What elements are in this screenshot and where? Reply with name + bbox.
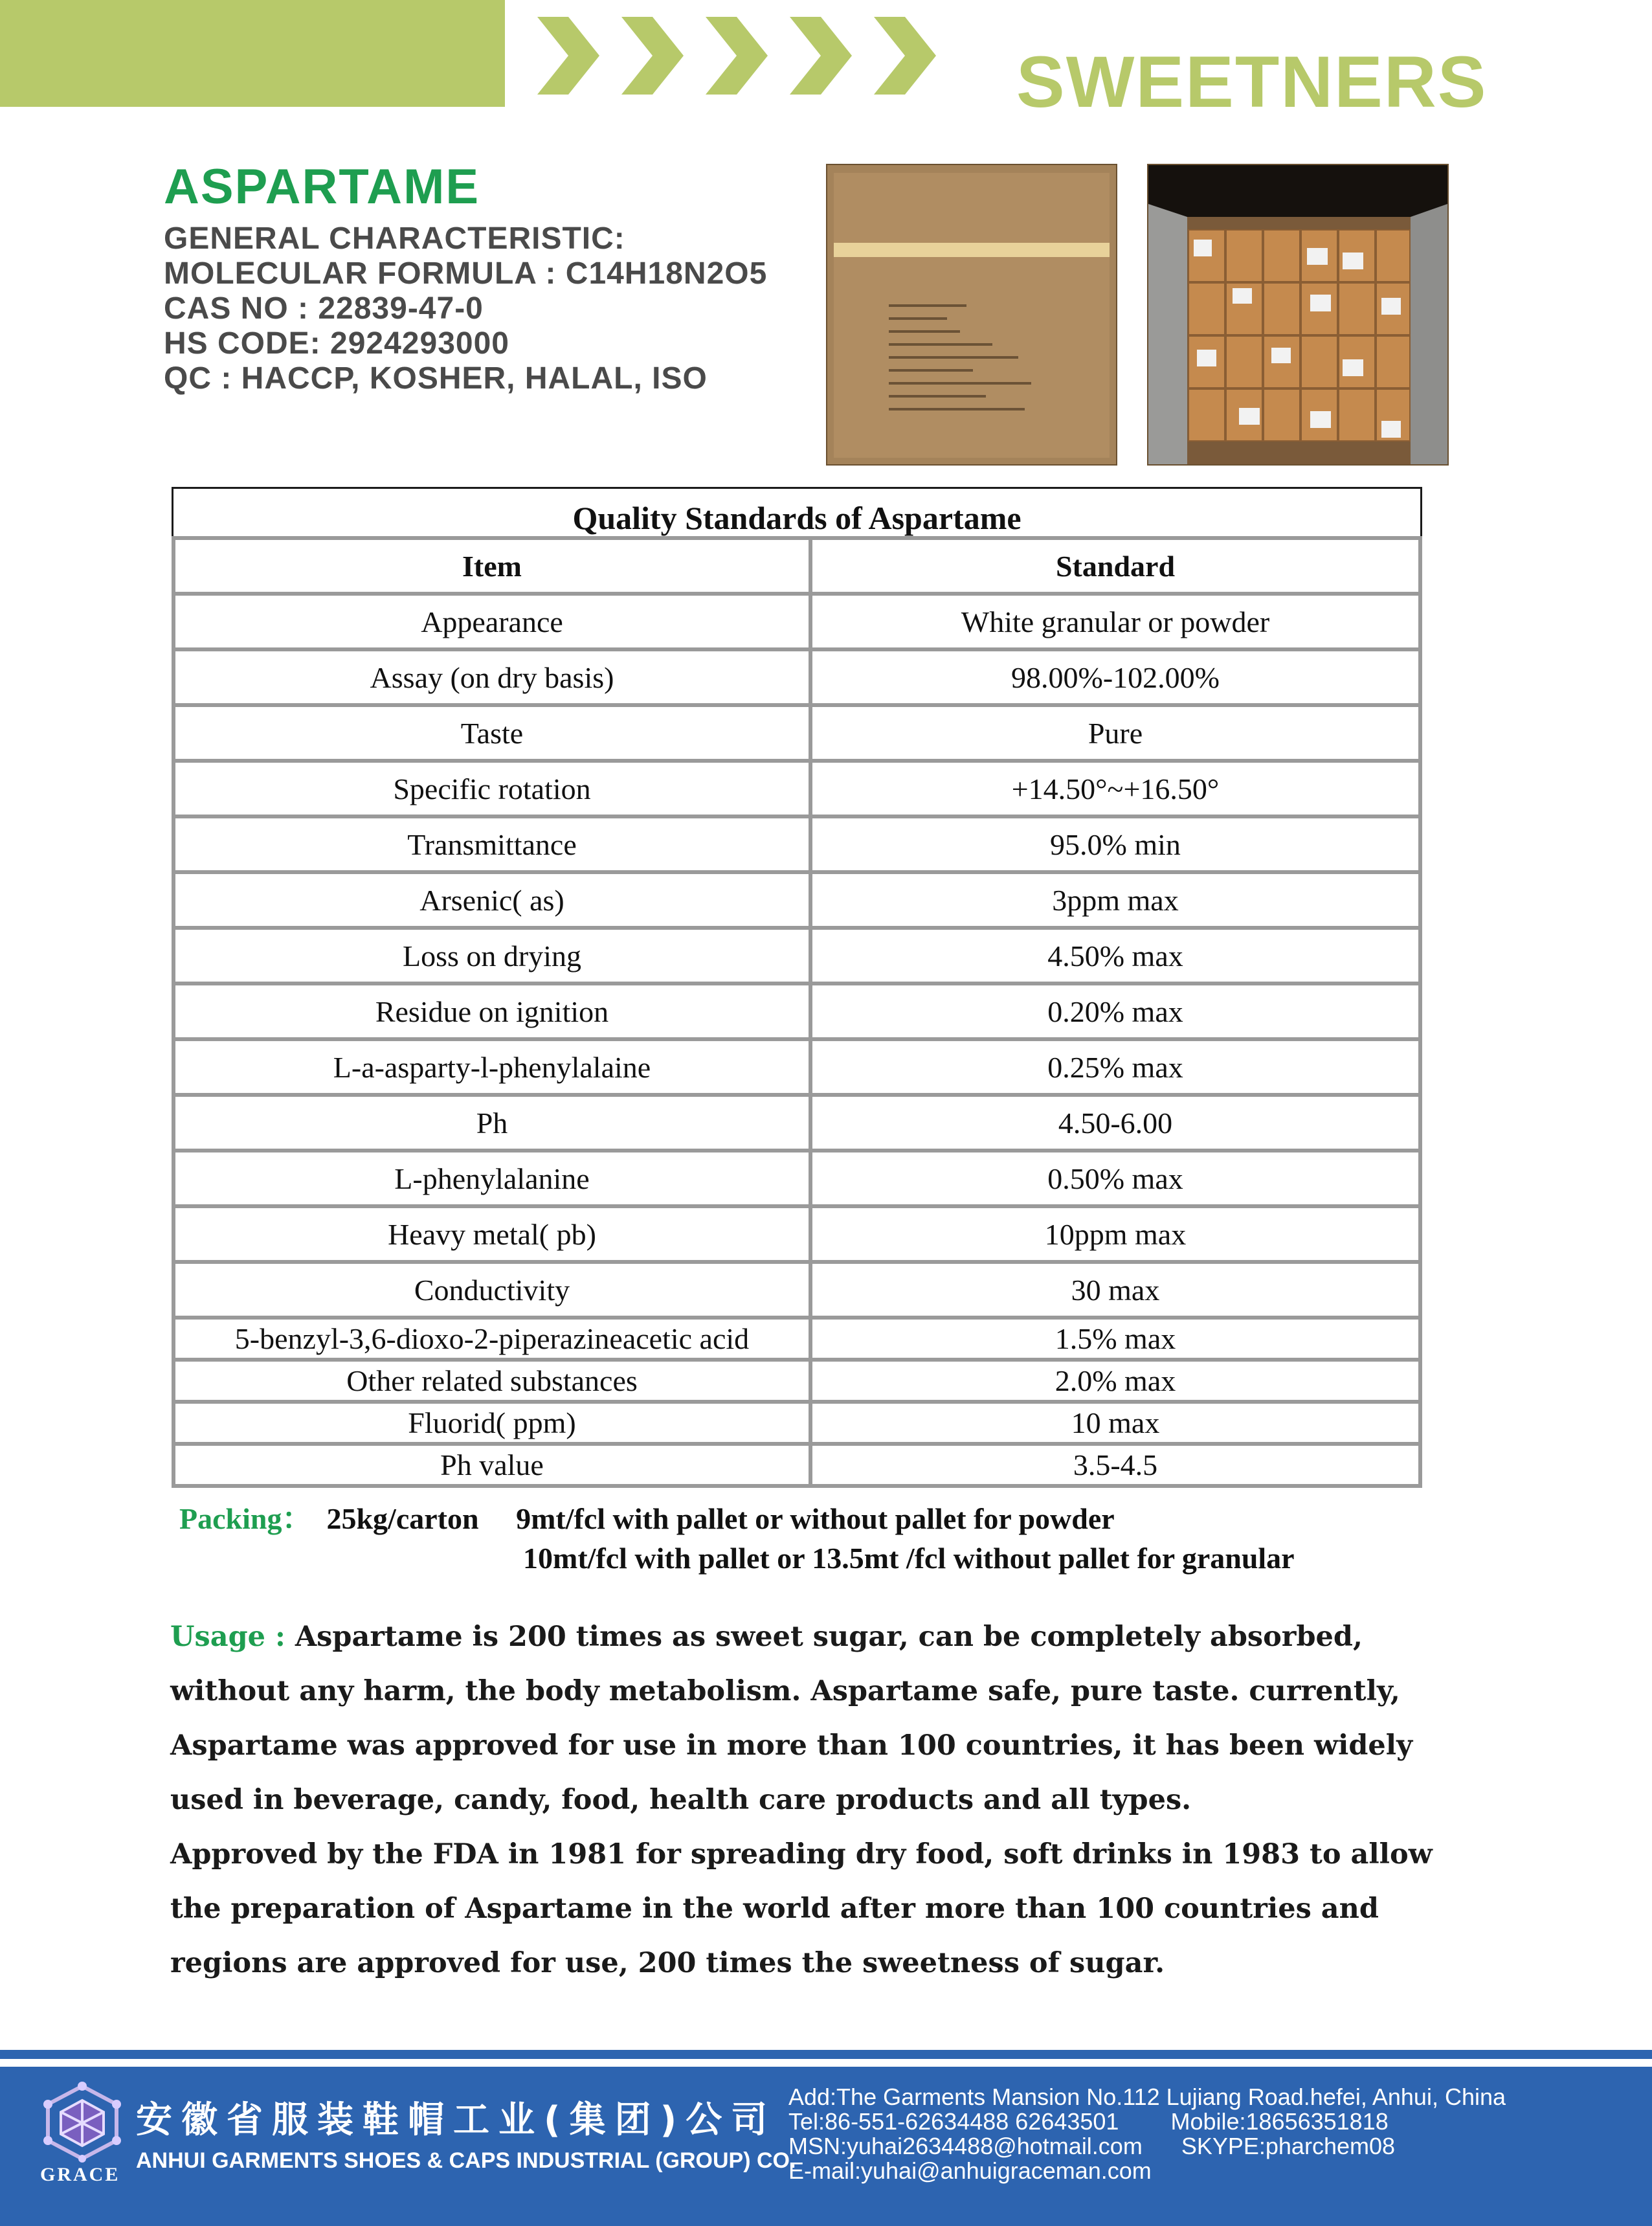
row-standard: 1.5% max bbox=[812, 1320, 1422, 1362]
product-characteristics bbox=[164, 221, 767, 396]
table-row bbox=[172, 1404, 1422, 1446]
contact-info bbox=[788, 2085, 1506, 2183]
table-row bbox=[172, 930, 1422, 985]
msn: MSN:yuhai2634488@hotmail.com bbox=[788, 2133, 1143, 2159]
row-item: Specific rotation bbox=[172, 763, 812, 818]
row-item: Taste bbox=[172, 707, 812, 763]
usage-text-1: Aspartame is 200 times as sweet sugar, can be completely absorbed, without any harm, the body metabolism. Aspartame safe, pure taste. currently, Aspartame was approved for use in more than 100 countries, it has been widely used in beverage, candy, food, health care products and all types. bbox=[170, 1621, 1413, 1816]
chevron-1 bbox=[537, 17, 599, 95]
table-row bbox=[172, 1446, 1422, 1488]
carton-photo bbox=[826, 164, 1117, 466]
row-standard: 10 max bbox=[812, 1404, 1422, 1446]
table-row bbox=[172, 707, 1422, 763]
row-standard: 3ppm max bbox=[812, 874, 1422, 930]
row-standard: 98.00%-102.00% bbox=[812, 651, 1422, 707]
row-standard: 4.50-6.00 bbox=[812, 1097, 1422, 1152]
header-standard: Standard bbox=[812, 536, 1422, 596]
row-standard: 4.50% max bbox=[812, 930, 1422, 985]
header-band bbox=[0, 0, 505, 107]
table-row bbox=[172, 1208, 1422, 1264]
usage-section bbox=[170, 1610, 1491, 1990]
table-row bbox=[172, 763, 1422, 818]
char-line: MOLECULAR FORMULA : C14H18N2O5 bbox=[164, 256, 768, 291]
row-item: Residue on ignition bbox=[172, 985, 812, 1041]
row-standard: White granular or powder bbox=[812, 596, 1422, 651]
row-item: 5-benzyl-3,6-dioxo-2-piperazineacetic acid bbox=[172, 1320, 812, 1362]
row-item: Conductivity bbox=[172, 1264, 812, 1320]
char-line: CAS NO : 22839-47-0 bbox=[164, 291, 484, 326]
company-name-en: ANHUI GARMENTS SHOES & CAPS INDUSTRIAL (GROUP) CO. bbox=[136, 2148, 796, 2173]
row-standard: 10ppm max bbox=[812, 1208, 1422, 1264]
product-name: ASPARTAME bbox=[164, 159, 480, 214]
chevron-arrows bbox=[537, 17, 990, 95]
row-item: Appearance bbox=[172, 596, 812, 651]
logo-text: GRACE bbox=[40, 2164, 120, 2185]
table-row bbox=[172, 985, 1422, 1041]
row-standard: 3.5-4.5 bbox=[812, 1446, 1422, 1488]
row-item: Arsenic( as) bbox=[172, 874, 812, 930]
row-item: Fluorid( ppm) bbox=[172, 1404, 812, 1446]
row-standard: 2.0% max bbox=[812, 1362, 1422, 1404]
table-row bbox=[172, 1152, 1422, 1208]
table-row bbox=[172, 596, 1422, 651]
row-item: Heavy metal( pb) bbox=[172, 1208, 812, 1264]
row-item: L-a-asparty-l-phenylalaine bbox=[172, 1041, 812, 1097]
char-line: QC : HACCP, KOSHER, HALAL, ISO bbox=[164, 361, 708, 396]
table-row bbox=[172, 1264, 1422, 1320]
table-row bbox=[172, 874, 1422, 930]
table-row bbox=[172, 1041, 1422, 1097]
packing-line-2: 10mt/fcl with pallet or 13.5mt /fcl without pallet for granular bbox=[523, 1542, 1295, 1575]
row-standard: 0.20% max bbox=[812, 985, 1422, 1041]
usage-label: Usage : bbox=[170, 1621, 285, 1653]
company-name-cn: 安徽省服装鞋帽工业(集团)公司 bbox=[136, 2099, 777, 2141]
table-row bbox=[172, 1320, 1422, 1362]
mobile: Mobile:18656351818 bbox=[1170, 2108, 1389, 2135]
table-header-row bbox=[172, 536, 1422, 596]
telephone: Tel:86-551-62634488 62643501 bbox=[788, 2108, 1119, 2135]
row-standard: +14.50°~+16.50° bbox=[812, 763, 1422, 818]
quality-standards-table bbox=[172, 487, 1466, 1488]
packing-unit: 25kg/carton bbox=[326, 1502, 479, 1535]
address: Add:The Garments Mansion No.112 Lujiang Road.hefei, Anhui, China bbox=[788, 2084, 1506, 2110]
usage-text-2: Approved by the FDA in 1981 for spreading dry food, soft drinks in 1983 to allow the preparation of Aspartame in the world after more than 100 countries and regions are approved for use, 200 times the sweetness of sugar. bbox=[170, 1838, 1433, 1979]
row-standard: 0.50% max bbox=[812, 1152, 1422, 1208]
chevron-2 bbox=[621, 17, 684, 95]
footer-divider bbox=[0, 2050, 1652, 2059]
row-item: Ph bbox=[172, 1097, 812, 1152]
row-standard: 95.0% min bbox=[812, 818, 1422, 874]
table-title: Quality Standards of Aspartame bbox=[172, 487, 1422, 536]
chevron-5 bbox=[874, 17, 936, 95]
skype: SKYPE:pharchem08 bbox=[1181, 2133, 1396, 2159]
packing-label: Packing： bbox=[179, 1502, 312, 1535]
email: E-mail:yuhai@anhuigraceman.com bbox=[788, 2157, 1152, 2184]
chevron-3 bbox=[706, 17, 768, 95]
row-item: Transmittance bbox=[172, 818, 812, 874]
packing-line-1: 9mt/fcl with pallet or without pallet for powder bbox=[516, 1502, 1115, 1535]
table-row bbox=[172, 818, 1422, 874]
row-item: Assay (on dry basis) bbox=[172, 651, 812, 707]
chevron-4 bbox=[790, 17, 852, 95]
char-line: GENERAL CHARACTERISTIC: bbox=[164, 221, 625, 256]
header-item: Item bbox=[172, 536, 812, 596]
row-item: L-phenylalanine bbox=[172, 1152, 812, 1208]
section-title: SWEETNERS bbox=[1016, 41, 1488, 122]
table-row bbox=[172, 1097, 1422, 1152]
row-standard: Pure bbox=[812, 707, 1422, 763]
row-item: Ph value bbox=[172, 1446, 812, 1488]
packing-info bbox=[179, 1497, 1115, 1541]
row-standard: 30 max bbox=[812, 1264, 1422, 1320]
row-item: Loss on drying bbox=[172, 930, 812, 985]
char-line: HS CODE: 2924293000 bbox=[164, 326, 509, 361]
container-photo bbox=[1147, 164, 1449, 466]
table-row bbox=[172, 651, 1422, 707]
table-row bbox=[172, 1362, 1422, 1404]
footer bbox=[0, 2067, 1652, 2226]
grace-logo-icon bbox=[40, 2081, 124, 2163]
row-item: Other related substances bbox=[172, 1362, 812, 1404]
row-standard: 0.25% max bbox=[812, 1041, 1422, 1097]
